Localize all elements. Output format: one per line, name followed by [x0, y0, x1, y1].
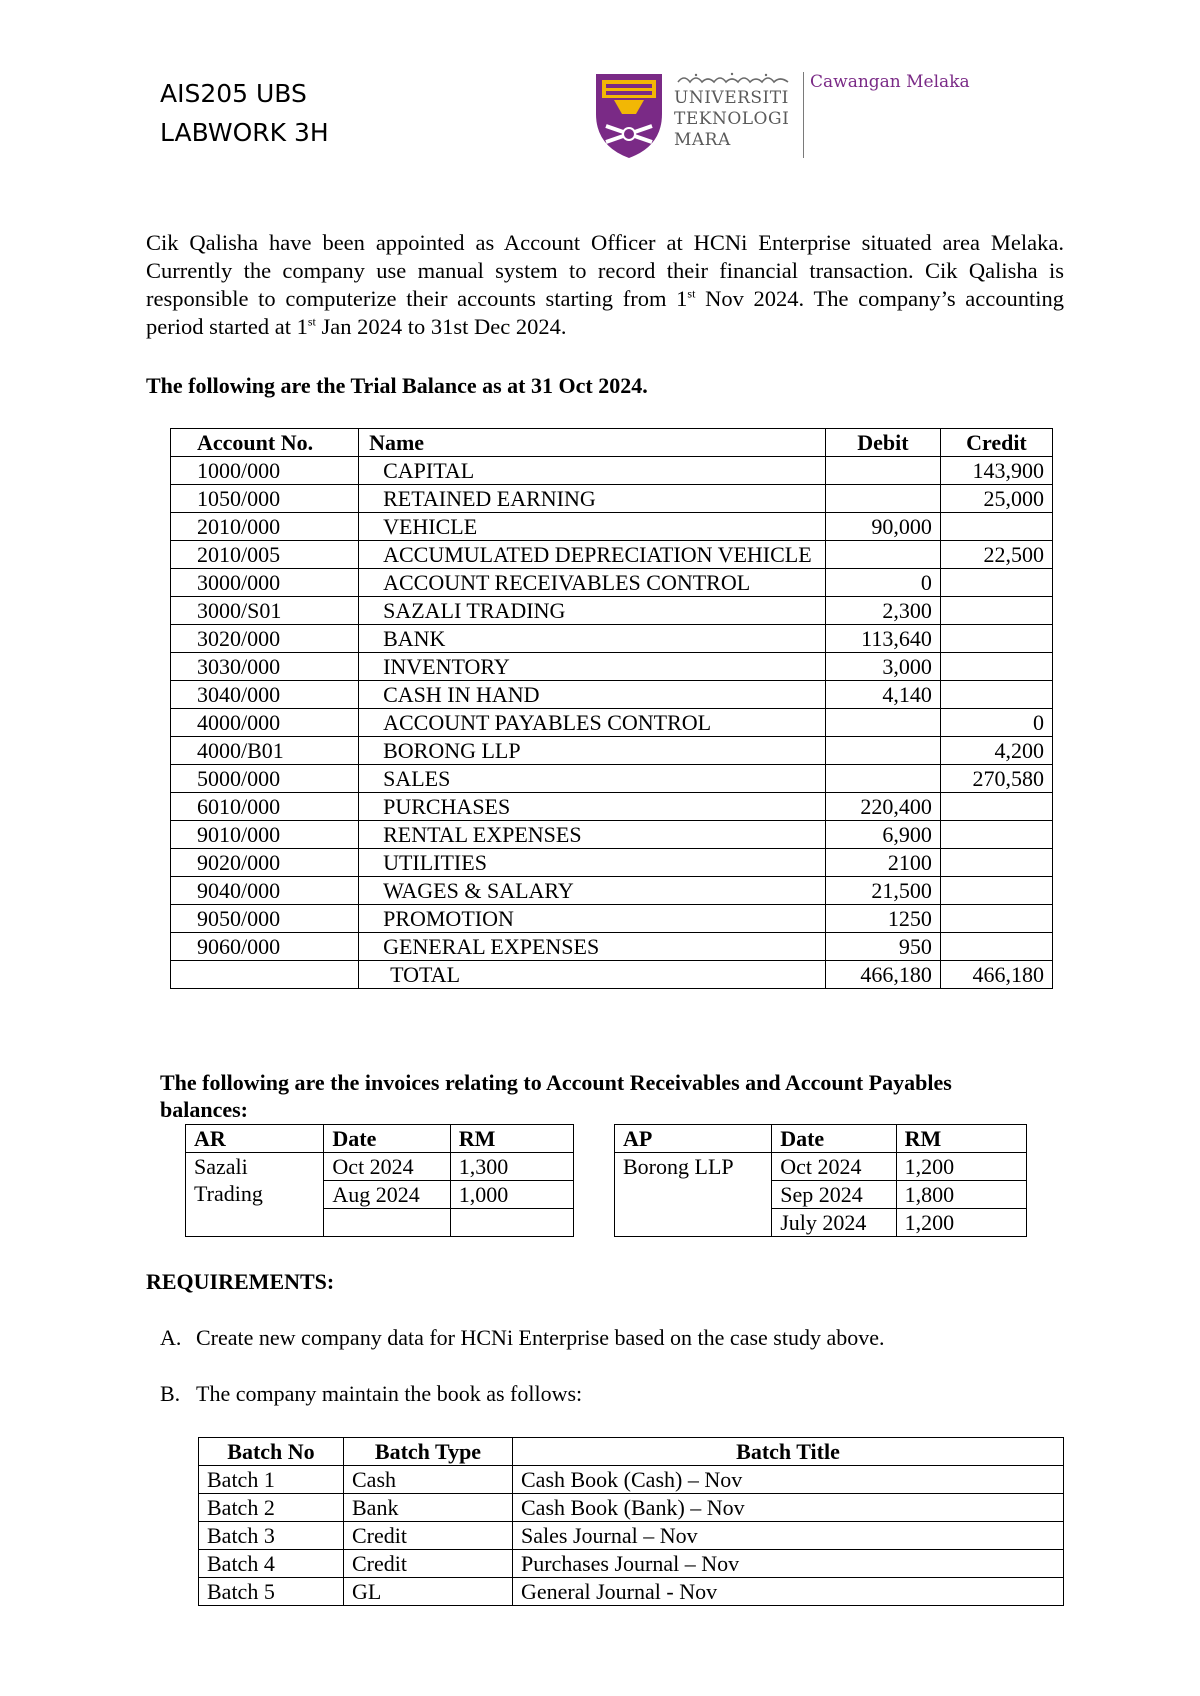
table-row: 9050/000 PROMOTION 1250	[171, 905, 1053, 933]
batch-table	[198, 1437, 1064, 1606]
col-debit: Debit	[825, 429, 940, 457]
col-credit: Credit	[940, 429, 1052, 457]
table-row: 1050/000 RETAINED EARNING 25,000	[171, 485, 1053, 513]
col-name: Name	[359, 429, 826, 457]
branch-name: Cawangan Melaka	[810, 72, 970, 92]
table-row: 9010/000 RENTAL EXPENSES 6,900	[171, 821, 1053, 849]
course-title	[160, 74, 329, 152]
table-row: 5000/000 SALES 270,580	[171, 765, 1053, 793]
lab-title: LABWORK 3H	[160, 118, 329, 147]
table-row: 3000/S01 SAZALI TRADING 2,300	[171, 597, 1053, 625]
trial-balance-heading: The following are the Trial Balance as at 31 Oct 2024.	[146, 373, 648, 398]
uitm-crest-icon	[592, 70, 666, 160]
table-header-row: AR Date RM	[186, 1125, 574, 1153]
table-header-row: AP Date RM	[615, 1125, 1027, 1153]
table-row: Borong LLP Oct 2024 1,200	[615, 1153, 1027, 1181]
table-row: 3020/000 BANK 113,640	[171, 625, 1053, 653]
table-row: Aug 2024 1,000	[186, 1181, 574, 1209]
table-row: 3000/000 ACCOUNT RECEIVABLES CONTROL 0	[171, 569, 1053, 597]
table-row: July 2024 1,200	[615, 1209, 1027, 1237]
table-row: 6010/000 PURCHASES 220,400	[171, 793, 1053, 821]
table-row: 9040/000 WAGES & SALARY 21,500	[171, 877, 1053, 905]
university-name: UNIVERSITI TEKNOLOGI MARA	[674, 88, 790, 150]
table-row: Batch 3 Credit Sales Journal – Nov	[199, 1522, 1064, 1550]
table-row: Batch 2 Bank Cash Book (Bank) – Nov	[199, 1494, 1064, 1522]
logo-divider	[803, 72, 804, 158]
jawi-script-icon	[676, 72, 791, 86]
ap-invoice-table	[614, 1124, 1027, 1237]
table-row: Batch 5 GL General Journal - Nov	[199, 1578, 1064, 1606]
table-header-row: Batch No Batch Type Batch Title	[199, 1438, 1064, 1466]
table-row: 2010/000 VEHICLE 90,000	[171, 513, 1053, 541]
table-row: 4000/000 ACCOUNT PAYABLES CONTROL 0	[171, 709, 1053, 737]
requirement-b: B. The company maintain the book as follows:	[160, 1381, 583, 1406]
table-row: 3040/000 CASH IN HAND 4,140	[171, 681, 1053, 709]
requirements-heading: REQUIREMENTS:	[146, 1269, 335, 1294]
requirement-a: A. Create new company data for HCNi Enterprise based on the case study above.	[160, 1325, 885, 1350]
table-row: 1000/000 CAPITAL 143,900	[171, 457, 1053, 485]
table-row: 9060/000 GENERAL EXPENSES 950	[171, 933, 1053, 961]
intro-paragraph: Cik Qalisha have been appointed as Account Officer at HCNi Enterprise situated area Melaka. Currently the company use manual system to record their financial transaction. Cik Qalisha is responsible to computerize their accounts starting from 1st Nov 2024. The company’s accounting period started at 1st Jan 2024 to 31st Dec 2024.	[146, 230, 1064, 339]
table-row: 3030/000 INVENTORY 3,000	[171, 653, 1053, 681]
table-row: 9020/000 UTILITIES 2100	[171, 849, 1053, 877]
table-row: 2010/005 ACCUMULATED DEPRECIATION VEHICLE 22,500	[171, 541, 1053, 569]
invoices-heading: The following are the invoices relating to Account Receivables and Account Payables balances:	[160, 1070, 952, 1122]
col-account-no: Account No.	[171, 429, 359, 457]
course-code: AIS205 UBS	[160, 79, 307, 108]
uitm-logo	[592, 70, 970, 162]
total-row: TOTAL 466,180 466,180	[171, 961, 1053, 989]
trial-balance-table	[170, 428, 1053, 989]
ar-invoice-table	[185, 1124, 574, 1237]
ar-party: Sazali Trading	[186, 1153, 324, 1237]
table-header-row	[171, 429, 1053, 457]
ap-party: Borong LLP	[615, 1153, 772, 1237]
table-row: 4000/B01 BORONG LLP 4,200	[171, 737, 1053, 765]
table-row: Batch 1 Cash Cash Book (Cash) – Nov	[199, 1466, 1064, 1494]
table-row: Batch 4 Credit Purchases Journal – Nov	[199, 1550, 1064, 1578]
table-row: Sazali Trading Oct 2024 1,300	[186, 1153, 574, 1181]
table-row: Sep 2024 1,800	[615, 1181, 1027, 1209]
